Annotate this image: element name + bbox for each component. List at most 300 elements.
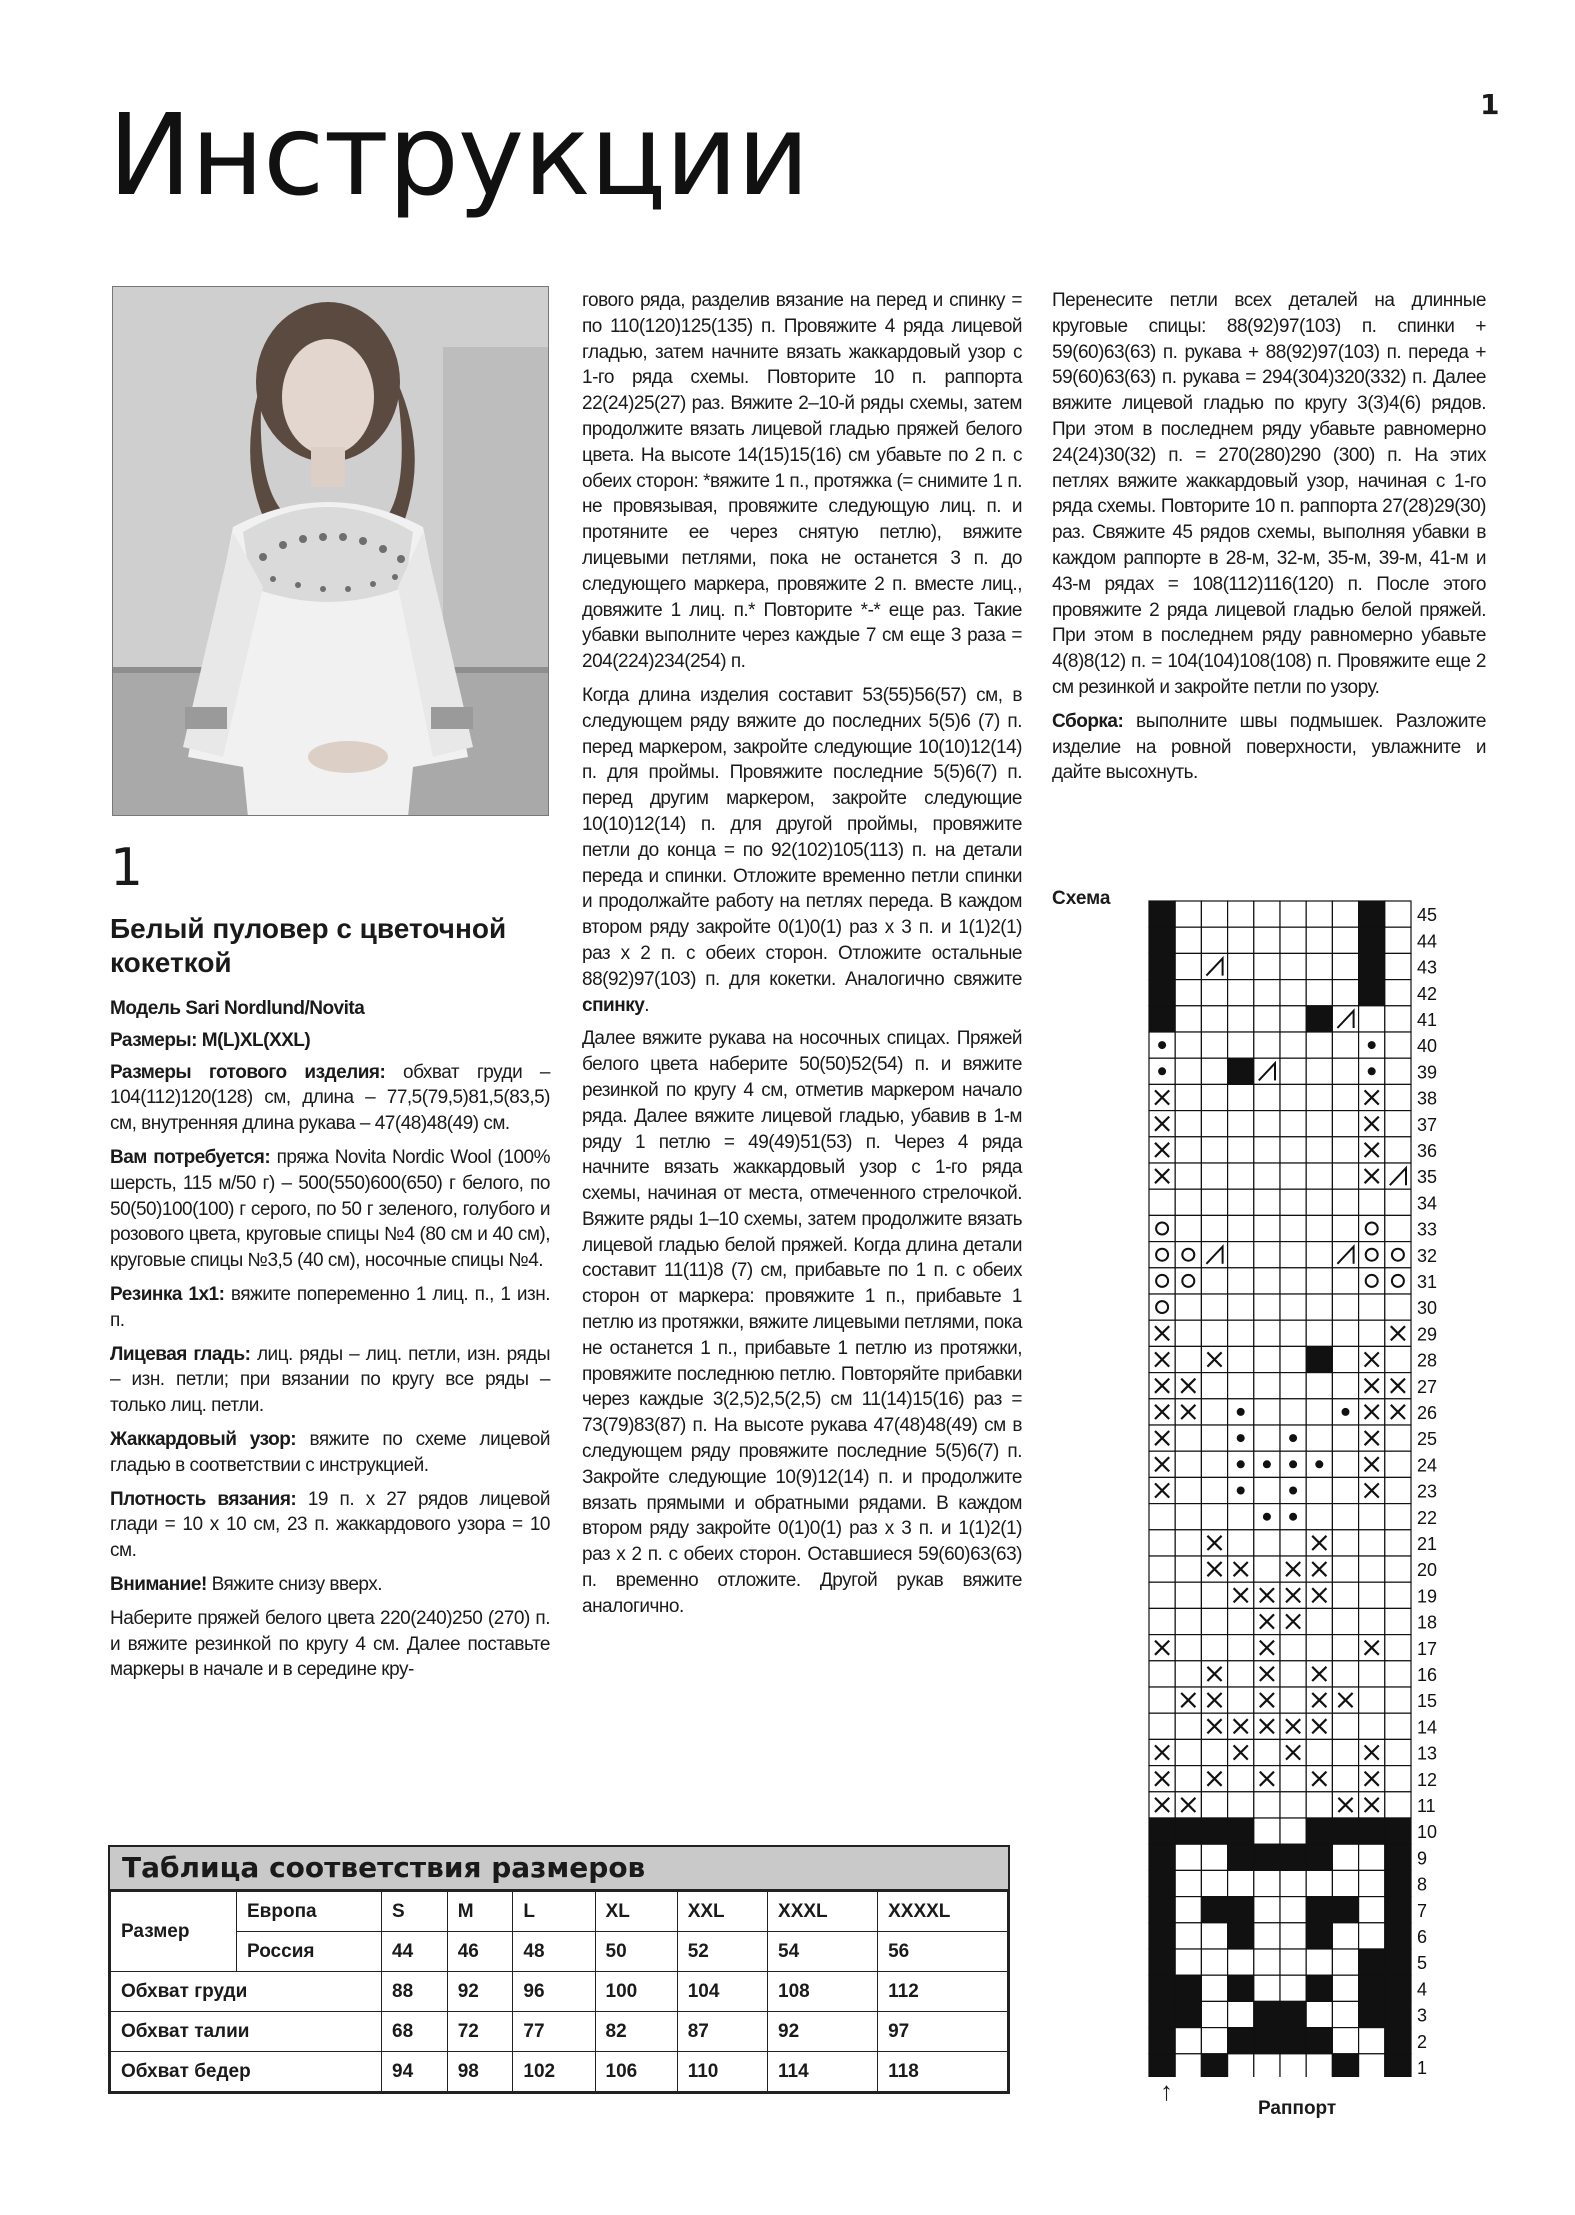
chart-cell <box>1359 1713 1385 1739</box>
model-photo-illustration <box>113 287 549 816</box>
chart-cell <box>1175 1084 1201 1110</box>
chart-cell <box>1201 1792 1227 1818</box>
chart-cell <box>1201 1949 1227 1975</box>
chart-cell <box>1228 1792 1254 1818</box>
page-title: Инструкции <box>108 91 809 221</box>
chart-cell <box>1306 1739 1332 1765</box>
chart-cell <box>1254 1215 1280 1241</box>
chart-symbol-dot <box>1342 1408 1350 1416</box>
chart-cell <box>1175 1818 1201 1844</box>
chart-cell <box>1228 1163 1254 1189</box>
chart-cell <box>1385 1739 1411 1765</box>
chart-cell <box>1385 1687 1411 1713</box>
chart-cell <box>1175 1346 1201 1372</box>
chart-cell <box>1385 1058 1411 1084</box>
chart-cell <box>1228 1844 1254 1870</box>
pattern-title: Белый пуловер с цветочной кокеткой <box>110 913 507 978</box>
chart-cell <box>1175 1844 1201 1870</box>
chart-cell <box>1254 1477 1280 1503</box>
chart-cell <box>1175 1897 1201 1923</box>
chart-cell <box>1359 1320 1385 1346</box>
chart-cell <box>1385 1582 1411 1608</box>
chart-cell <box>1201 2028 1227 2054</box>
chart-cell <box>1149 2001 1175 2027</box>
chart-cell <box>1228 1346 1254 1372</box>
chart-cell <box>1306 1294 1332 1320</box>
chart-cell <box>1306 1032 1332 1058</box>
table-cell: 110 <box>677 2052 767 2092</box>
chart-cell <box>1359 1504 1385 1530</box>
chart-cell <box>1385 1897 1411 1923</box>
chart-cell <box>1359 1242 1385 1268</box>
chart-cell <box>1385 1792 1411 1818</box>
chart-cell <box>1201 1215 1227 1241</box>
chart-cell <box>1280 1268 1306 1294</box>
chart-cell <box>1359 1897 1385 1923</box>
chart-symbol-dot <box>1158 1067 1166 1075</box>
chart-cell <box>1359 1923 1385 1949</box>
chart-row-number: 15 <box>1417 1691 1438 1712</box>
chart-cell <box>1306 1137 1332 1163</box>
chart-cell <box>1280 1818 1306 1844</box>
chart-cell <box>1385 1268 1411 1294</box>
chart-cell <box>1332 1766 1358 1792</box>
chart-cell <box>1175 1137 1201 1163</box>
chart-cell <box>1385 1084 1411 1110</box>
chart-row-number: 41 <box>1417 1010 1438 1030</box>
chart-symbol-dot <box>1368 1067 1376 1075</box>
chart-cell <box>1306 1975 1332 2001</box>
chart-cell <box>1201 1320 1227 1346</box>
chart-cell <box>1385 1661 1411 1687</box>
chart-row-number: 18 <box>1417 1612 1438 1633</box>
column-1 <box>110 838 550 1691</box>
chart-cell <box>1149 1006 1175 1032</box>
chart-cell <box>1385 953 1411 979</box>
chart-cell <box>1306 1373 1332 1399</box>
chart-symbol-dot <box>1289 1460 1297 1468</box>
chart-symbol-dot <box>1368 1041 1376 1049</box>
chart-cell <box>1228 927 1254 953</box>
chart-cell <box>1149 1556 1175 1582</box>
europe-label-cell: Европа <box>237 1892 382 1932</box>
chart-cell <box>1254 1320 1280 1346</box>
chart-cell <box>1280 1949 1306 1975</box>
chart-row-number: 6 <box>1417 1927 1428 1947</box>
chart-cell <box>1385 1294 1411 1320</box>
table-cell: 50 <box>595 1932 677 1972</box>
chart-cell <box>1175 1242 1201 1268</box>
table-cell: XXL <box>677 1892 767 1932</box>
chart-cell <box>1359 2001 1385 2027</box>
chart-cell <box>1359 953 1385 979</box>
chart-cell <box>1332 1294 1358 1320</box>
chart-cell <box>1332 953 1358 979</box>
table-cell: 108 <box>768 1972 878 2012</box>
chart-cell <box>1280 1897 1306 1923</box>
chart-row-number: 16 <box>1417 1665 1438 1685</box>
chart-cell <box>1228 1268 1254 1294</box>
chart-cell <box>1228 1320 1254 1346</box>
table-cell: 92 <box>768 2012 878 2052</box>
chart-cell <box>1201 1504 1227 1530</box>
chart-cell <box>1332 1058 1358 1084</box>
chart-cell <box>1201 1111 1227 1137</box>
chart-cell <box>1280 1006 1306 1032</box>
chart-cell <box>1201 1635 1227 1661</box>
chart-cell <box>1254 1032 1280 1058</box>
chart-cell <box>1175 1582 1201 1608</box>
chart-cell <box>1306 2054 1332 2077</box>
chart-cell <box>1306 1504 1332 1530</box>
chart-cell <box>1359 1818 1385 1844</box>
chart-cell <box>1201 1373 1227 1399</box>
chart-cell <box>1306 1215 1332 1241</box>
table-cell: 72 <box>447 2012 513 2052</box>
chart-cell <box>1280 1530 1306 1556</box>
chart-cell <box>1385 1818 1411 1844</box>
chart-cell <box>1201 1975 1227 2001</box>
sleeves-paragraph: Далее вяжите рукава на носочных спицах. Пряжей белого цвета наберите 50(50)52(54) п. и вяжите резинкой по кругу 4 см, отметив маркером начало ряда. Далее вяжите лицевой гладью, убавив в 1-м ряду 1 петлю = 49(49)51(53) п. Через 4 ряда начните вязать жаккардовый узор с 1-го ряда схемы, начиная от места, отмеченного стрелочкой. Вяжите ряды 1–10 схемы, затем продолжите вязать лицевой гладью белой пряжей. Когда длина детали составит 11(11)8 (7) см, прибавьте по 1 п. с обеих сторон от маркера: провяжите 1 п., прибавьте 1 петлю из протяжки, вяжите лицевыми петлями, пока не останется 1 п., прибавьте 1 петлю из протяжки, провяжите последнюю петлю. Повторяйте прибавки через каждые 3(2,5)2,5(2,5) см 11(14)15(16) раз = 73(79)83(87) п. На высоте рукава 47(48)48(49) см в следующем ряду провяжите последние 5(5)6(7) п. Закройте следующие 10(9)12(14) п. и продолжите вязать прямыми и обратными рядами. В каждом втором ряду закройте 0(1)0(1) раз х 3 п. и 1(1)2(1) раз х 2 п. с обеих сторон. Оставшиеся 59(60)63(63) п. временно отложите. Другой рукав вяжите аналогично. <box>582 1028 1022 1617</box>
chart-cell <box>1175 1163 1201 1189</box>
chart-cell <box>1385 2001 1411 2027</box>
chart-cell <box>1228 2054 1254 2077</box>
chart-row-number: 22 <box>1417 1507 1438 1528</box>
chart-cell <box>1149 1818 1175 1844</box>
chart-row-number: 21 <box>1417 1534 1438 1554</box>
stockinette-paragraph: Лицевая гладь: лиц. ряды – лиц. петли, изн. ряды – изн. петли; при вязании по кругу все ряды – только лиц. петли. <box>110 1343 551 1417</box>
chart-cell <box>1280 1399 1306 1425</box>
chart-cell <box>1254 901 1280 927</box>
table-cell: 48 <box>513 1932 595 1972</box>
chart-cell <box>1228 1189 1254 1215</box>
chart-cell <box>1359 1844 1385 1870</box>
chart-cell <box>1332 1477 1358 1503</box>
chart-cell <box>1306 1111 1332 1137</box>
chart-cell <box>1359 980 1385 1006</box>
row-label-cell: Обхват груди <box>111 1972 382 2012</box>
table-cell: 114 <box>768 2052 878 2092</box>
chart-cell <box>1385 980 1411 1006</box>
chart-cell <box>1332 1582 1358 1608</box>
chart-cell <box>1175 1032 1201 1058</box>
chart-cell <box>1175 1268 1201 1294</box>
chart-cell <box>1280 1766 1306 1792</box>
chart-cell <box>1201 1818 1227 1844</box>
cast-on-paragraph: Наберите пряжей белого цвета 220(240)250 (270) п. и вяжите резинкой по кругу 4 см. Далее поставьте маркеры в начале и в середине кру- <box>110 1607 550 1681</box>
chart-cell <box>1332 1504 1358 1530</box>
chart-symbol-dot <box>1158 1041 1166 1049</box>
table-cell: 118 <box>878 2052 1008 2092</box>
chart-cell <box>1201 1582 1227 1608</box>
chart-cell <box>1228 1766 1254 1792</box>
chart-cell <box>1149 1870 1175 1896</box>
chart-cell <box>1175 1713 1201 1739</box>
chart-cell <box>1175 1058 1201 1084</box>
chart-cell <box>1149 901 1175 927</box>
chart-cell <box>1359 1556 1385 1582</box>
rib-paragraph: Резинка 1х1: вяжите попеременно 1 лиц. п., 1 изн. п. <box>110 1283 551 1331</box>
chart-cell <box>1201 1425 1227 1451</box>
chart-cell <box>1385 901 1411 927</box>
chart-cell <box>1332 2054 1358 2077</box>
chart-cell <box>1228 1923 1254 1949</box>
chart-cell <box>1254 1556 1280 1582</box>
chart-row-number: 44 <box>1417 931 1438 952</box>
chart-cell <box>1201 927 1227 953</box>
chart-cell <box>1175 1425 1201 1451</box>
chart-cell <box>1254 1844 1280 1870</box>
chart-cell <box>1359 1006 1385 1032</box>
chart-cell <box>1280 1215 1306 1241</box>
size-label-cell: Размер <box>111 1892 237 1972</box>
row-label-cell: Обхват талии <box>111 2012 382 2052</box>
chart-cell <box>1149 1661 1175 1687</box>
chart-cell <box>1385 1006 1411 1032</box>
chart-cell <box>1149 953 1175 979</box>
table-cell: 82 <box>595 2012 677 2052</box>
chart-cell <box>1149 1294 1175 1320</box>
chart-cell <box>1280 1032 1306 1058</box>
chart-row-number: 19 <box>1417 1586 1438 1607</box>
chart-cell <box>1385 1137 1411 1163</box>
chart-row-number: 38 <box>1417 1088 1438 1109</box>
chart-cell <box>1332 2028 1358 2054</box>
chart-cell <box>1228 2028 1254 2054</box>
chart-cell <box>1175 901 1201 927</box>
size-table <box>108 1845 1010 2094</box>
chart-cell <box>1280 1242 1306 1268</box>
chart-cell <box>1149 1949 1175 1975</box>
chart-cell <box>1254 1949 1280 1975</box>
chart-cell <box>1359 1949 1385 1975</box>
chart-cell <box>1385 1425 1411 1451</box>
chart-cell <box>1385 927 1411 953</box>
chart-cell <box>1306 1058 1332 1084</box>
chart-symbol-dot <box>1263 1513 1271 1521</box>
chart-cell <box>1306 2028 1332 2054</box>
chart-row-number: 13 <box>1417 1743 1438 1764</box>
chart-cell <box>1254 1870 1280 1896</box>
chart-cell <box>1228 1242 1254 1268</box>
column-2 <box>582 288 1022 1628</box>
chart-cell <box>1149 1530 1175 1556</box>
chart-cell <box>1175 1189 1201 1215</box>
table-cell: 52 <box>677 1932 767 1972</box>
chart-cell <box>1332 1215 1358 1241</box>
chart-cell <box>1385 1635 1411 1661</box>
chart-cell <box>1254 1399 1280 1425</box>
chart-cell <box>1385 1451 1411 1477</box>
chart-cell <box>1228 980 1254 1006</box>
finished-size-paragraph: Размеры готового изделия: обхват груди – 104(112)120(128) см, длина – 77,5(79,5)81,5(83,5) см, внутренняя длина рукава – 47(48)48(49) см. <box>110 1061 550 1135</box>
chart-row-number: 10 <box>1417 1822 1438 1843</box>
chart-cell <box>1228 1373 1254 1399</box>
chart-cell <box>1254 1111 1280 1137</box>
chart-cell <box>1254 1897 1280 1923</box>
chart-cell <box>1306 1320 1332 1346</box>
table-row <box>111 2012 1008 2052</box>
chart-cell <box>1332 1189 1358 1215</box>
chart-cell <box>1306 1399 1332 1425</box>
chart-cell <box>1280 1163 1306 1189</box>
table-cell: M <box>447 1892 513 1932</box>
table-cell: 87 <box>677 2012 767 2052</box>
chart-cell <box>1280 980 1306 1006</box>
chart-cell <box>1175 1451 1201 1477</box>
chart-cell <box>1385 1975 1411 2001</box>
chart-cell <box>1280 901 1306 927</box>
chart-cell <box>1149 1713 1175 1739</box>
chart-cell <box>1332 1346 1358 1372</box>
chart-cell <box>1201 1294 1227 1320</box>
chart-cell <box>1175 1477 1201 1503</box>
chart-cell <box>1201 901 1227 927</box>
chart-cell <box>1201 1844 1227 1870</box>
chart-cell <box>1280 1923 1306 1949</box>
chart-cell <box>1254 1242 1280 1268</box>
chart-cell <box>1306 1268 1332 1294</box>
chart-cell <box>1280 1058 1306 1084</box>
chart-cell <box>1332 1111 1358 1137</box>
chart-cell <box>1280 1111 1306 1137</box>
chart-cell <box>1385 1766 1411 1792</box>
chart-cell <box>1332 2001 1358 2027</box>
chart-cell <box>1306 1477 1332 1503</box>
chart-row-number: 45 <box>1417 905 1438 926</box>
chart-cell <box>1359 1189 1385 1215</box>
chart-cell <box>1359 1215 1385 1241</box>
chart-cell <box>1280 2001 1306 2027</box>
chart-cell <box>1149 1608 1175 1634</box>
assembly-paragraph: Сборка: выполните швы подмышек. Разложите изделие на ровной поверхности, увлажните и дайте высохнуть. <box>1052 710 1486 784</box>
chart-symbol-dot <box>1263 1460 1271 1468</box>
chart-cell <box>1254 1818 1280 1844</box>
chart-cell <box>1306 1870 1332 1896</box>
chart-cell <box>1359 927 1385 953</box>
chart-row-number: 7 <box>1417 1900 1428 1921</box>
chart-cell <box>1228 1661 1254 1687</box>
chart-row-number: 1 <box>1417 2058 1428 2077</box>
body-paragraph: гового ряда, разделив вязание на перед и спинку = по 110(120)125(135) п. Провяжите 4 ряда лицевой гладью, затем начните вязать жаккардовый узор с 1-го ряда схемы. Повторите 10 п. раппорта 22(24)25(27) раз. Вяжите 2–10-й ряды схемы, затем продолжите вязать лицевой гладью пряжей белого цвета. На высоте 14(15)15(16) см убавьте по 2 п. с обеих сторон: *вяжите 1 п., протяжка (= снимите 1 п. не провязывая, провяжите следующую лиц. п. и протяните ее через снятую петлю), вяжите лицевыми петлями, пока не останется 3 п. до следующего маркера, провяжите 2 п. вместе лиц., довяжите 1 лиц. п.* Повторите *-* еще раз. Такие убавки выполните через каждые 7 см еще 3 раза = 204(224)234(254) п. <box>582 290 1022 673</box>
chart-row-number: 8 <box>1417 1874 1428 1895</box>
size-table-grid <box>110 1891 1008 2092</box>
chart-row-number: 9 <box>1417 1848 1428 1869</box>
table-row <box>111 2052 1008 2092</box>
chart-row-number: 17 <box>1417 1638 1438 1659</box>
chart-cell <box>1385 1608 1411 1634</box>
chart-cell <box>1254 1530 1280 1556</box>
chart-cell <box>1385 1870 1411 1896</box>
chart-cell <box>1228 1137 1254 1163</box>
chart-cell <box>1280 1792 1306 1818</box>
chart-cell <box>1175 1870 1201 1896</box>
chart-cell <box>1149 927 1175 953</box>
chart-cell <box>1175 1739 1201 1765</box>
chart-cell <box>1280 1137 1306 1163</box>
table-cell: 46 <box>447 1932 513 1972</box>
chart-cell <box>1332 980 1358 1006</box>
chart-row-number: 37 <box>1417 1114 1438 1135</box>
chart-cell <box>1385 1504 1411 1530</box>
chart-cell <box>1280 1870 1306 1896</box>
chart-row-number: 20 <box>1417 1560 1438 1581</box>
chart-cell <box>1201 1268 1227 1294</box>
table-cell: 97 <box>878 2012 1008 2052</box>
chart-cell <box>1332 1320 1358 1346</box>
chart-row-number: 12 <box>1417 1769 1438 1790</box>
table-cell: 98 <box>447 2052 513 2092</box>
chart-cell <box>1175 2054 1201 2077</box>
table-cell: 88 <box>382 1972 448 2012</box>
pattern-number: 1 <box>110 838 144 898</box>
chart-cell <box>1201 1058 1227 1084</box>
chart-symbol-dot <box>1237 1460 1245 1468</box>
chart-cell <box>1201 1006 1227 1032</box>
armhole-paragraph: Когда длина изделия составит 53(55)56(57) см, в следующем ряду вяжите до последних 5(5)6 (7) п. перед маркером, закройте следующие 10(10)12(14) п. для проймы. Провяжите последние 5(5)6(7) п. перед другим маркером, закройте следующие 10(10)12(14) п. для другой проймы, провяжите петли до конца = по 92(102)105(113) п. на детали переда и спинки. Отложите временно петли спинки и продолжайте работу на петлях переда. В каждом втором ряду закройте 0(1)0(1) раз х 3 п. и 1(1)2(1) раз х 2 п. с обеих сторон. Отложите остальные 88(92)97(103) п. для кокетки. Аналогично свяжите спинку. <box>582 684 1022 1016</box>
chart-cell <box>1332 1137 1358 1163</box>
chart-cell <box>1175 1661 1201 1687</box>
chart-cell <box>1359 1975 1385 2001</box>
chart-cell <box>1228 1975 1254 2001</box>
chart-cell <box>1306 980 1332 1006</box>
chart-cell <box>1175 1923 1201 1949</box>
chart-cell <box>1228 2001 1254 2027</box>
chart-cell <box>1254 1137 1280 1163</box>
chart-cell <box>1201 2054 1227 2077</box>
chart-cell <box>1332 927 1358 953</box>
chart-cell <box>1306 1006 1332 1032</box>
chart-cell <box>1228 1530 1254 1556</box>
table-cell: XXXL <box>768 1892 878 1932</box>
chart-row-number: 2 <box>1417 2031 1428 2052</box>
chart-cell <box>1149 1582 1175 1608</box>
table-cell: 102 <box>513 2052 595 2092</box>
chart-cell <box>1254 1739 1280 1765</box>
chart-cell <box>1359 901 1385 927</box>
chart-cell <box>1332 1425 1358 1451</box>
chart-cell <box>1254 2054 1280 2077</box>
table-cell: 100 <box>595 1972 677 2012</box>
chart-cell <box>1332 1844 1358 1870</box>
chart-cell <box>1385 1477 1411 1503</box>
chart-cell <box>1175 1006 1201 1032</box>
chart-cell <box>1385 1923 1411 1949</box>
table-cell: L <box>513 1892 595 1932</box>
chart-cell <box>1332 1163 1358 1189</box>
chart-cell <box>1175 1504 1201 1530</box>
pattern-model: Модель Sari Nordlund/Novita <box>110 998 365 1019</box>
table-cell: 106 <box>595 2052 677 2092</box>
chart-cell <box>1149 1504 1175 1530</box>
chart-cell <box>1385 1189 1411 1215</box>
chart-row-number: 29 <box>1417 1324 1438 1345</box>
chart-cell <box>1306 1844 1332 1870</box>
chart-row-number: 39 <box>1417 1062 1438 1083</box>
chart-cell <box>1254 927 1280 953</box>
chart-cell <box>1175 1320 1201 1346</box>
chart-cell <box>1149 1975 1175 2001</box>
chart-cell <box>1254 953 1280 979</box>
chart-cell <box>1228 1608 1254 1634</box>
chart-cell <box>1228 1897 1254 1923</box>
chart-cell <box>1359 2028 1385 2054</box>
chart-cell <box>1254 1163 1280 1189</box>
table-cell: 92 <box>447 1972 513 2012</box>
chart-cell <box>1280 1373 1306 1399</box>
chart-cell <box>1306 1346 1332 1372</box>
chart-cell <box>1332 1897 1358 1923</box>
